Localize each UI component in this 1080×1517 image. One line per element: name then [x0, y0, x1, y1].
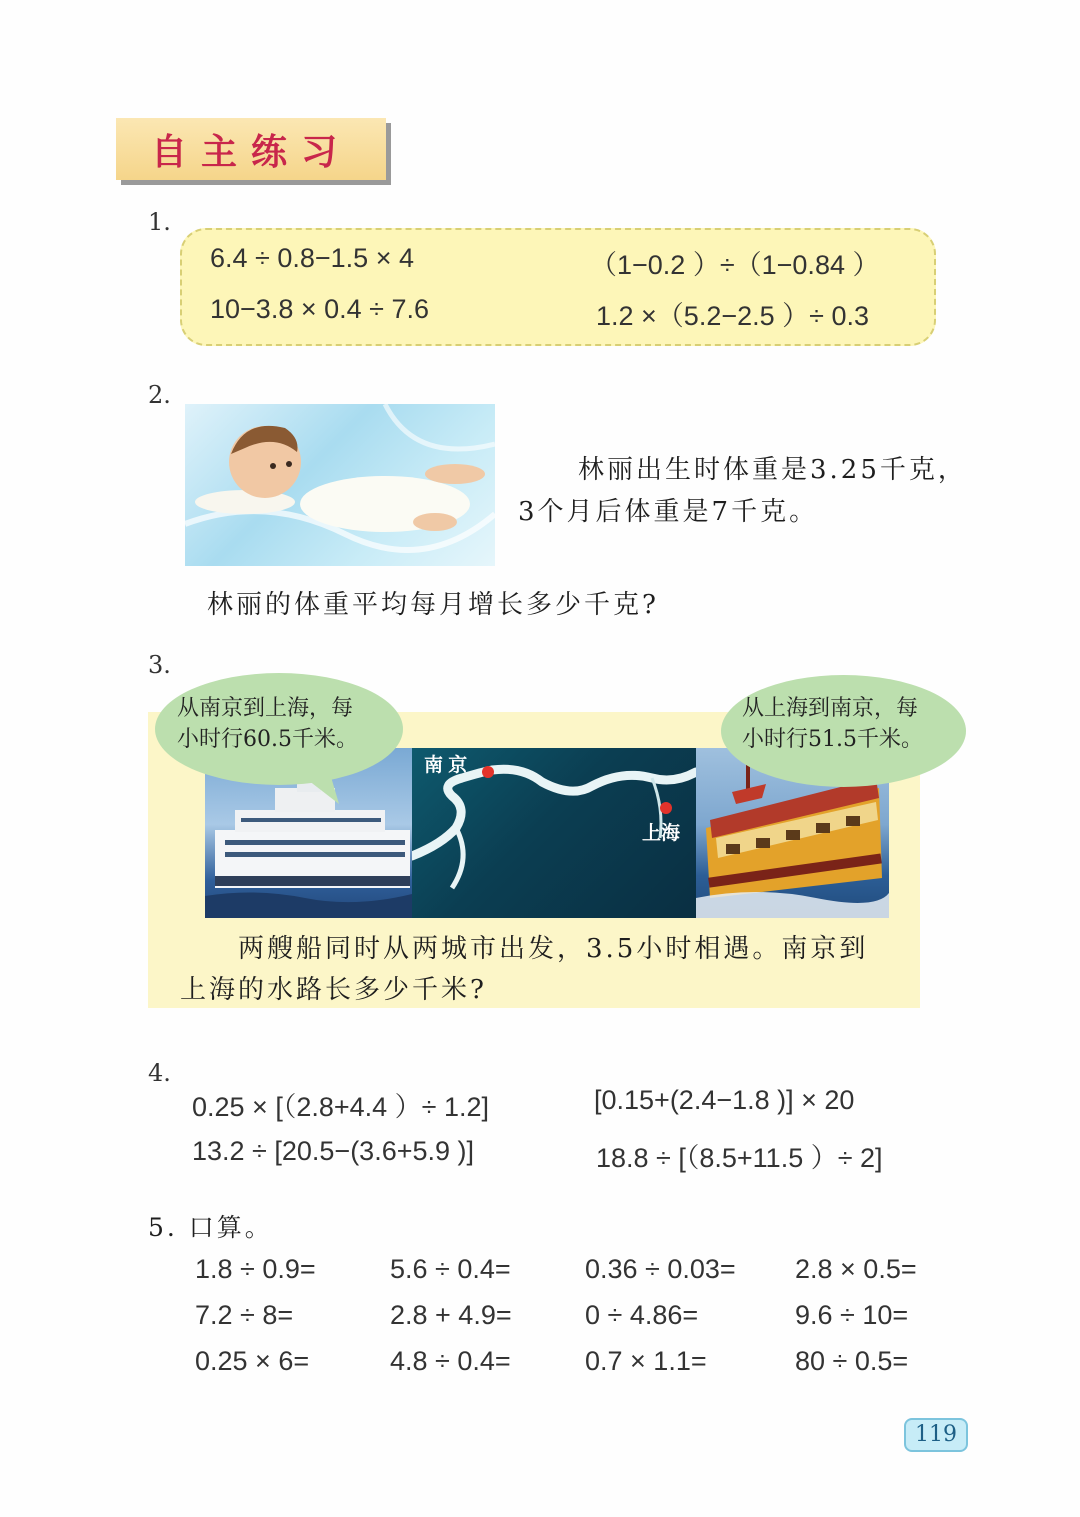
q1-expression-4: 1.2 ×（5.2−2.5 ）÷ 0.3 [596, 301, 869, 331]
q2-text-line-1: 林丽出生时体重是3.25千克， [578, 455, 967, 485]
map-label-nanjing: 南 京 [424, 755, 468, 776]
q2-question: 林丽的体重平均每月增长多少千克? [207, 590, 659, 620]
q5-r2-c2: 2.8 + 4.9= [390, 1300, 512, 1330]
q5-r3-c1: 0.25 × 6= [195, 1346, 310, 1376]
baby-photo [185, 404, 495, 566]
q4-expression-3: 13.2 ÷ [20.5−(3.6+5.9 )] [192, 1136, 475, 1166]
speech-bubble-right [721, 675, 966, 787]
q5-r2-c3: 0 ÷ 4.86= [585, 1300, 699, 1330]
q5-r3-c2: 4.8 ÷ 0.4= [390, 1346, 511, 1376]
q1-expression-2: （1−0.2 ）÷（1−0.84 ） [590, 250, 880, 280]
section-title-box [116, 118, 386, 180]
q2-text-line-2: 3个月后体重是7千克。 [518, 497, 819, 527]
section-title: 自主练习 [150, 131, 351, 173]
yangtze-river-map [412, 748, 696, 918]
q4-expression-1: 0.25 × [（2.8+4.4 ）÷ 1.2] [192, 1092, 490, 1122]
q5-r1-c3: 0.36 ÷ 0.03= [585, 1254, 736, 1284]
bubble-left-line-2: 小时行60.5千米。 [177, 727, 358, 752]
q4-expression-2: [0.15+(2.4−1.8 )] × 20 [594, 1085, 855, 1115]
baby-illustration [185, 404, 495, 566]
q5-r1-c2: 5.6 ÷ 0.4= [390, 1254, 511, 1284]
shanghai-marker [660, 802, 672, 814]
q1-expression-3: 10−3.8 × 0.4 ÷ 7.6 [210, 294, 429, 324]
q1-expression-1: 6.4 ÷ 0.8−1.5 × 4 [210, 243, 414, 273]
q5-r3-c3: 0.7 × 1.1= [585, 1346, 707, 1376]
question-2-number: 2. [148, 381, 171, 409]
question-3-number: 3. [148, 651, 171, 679]
q5-r2-c1: 7.2 ÷ 8= [195, 1300, 294, 1330]
q5-r1-c4: 2.8 × 0.5= [795, 1254, 917, 1284]
q5-r3-c4: 80 ÷ 0.5= [795, 1346, 909, 1376]
page-number: 119 [904, 1418, 968, 1452]
speech-bubble-left-tail [295, 770, 343, 810]
question-4-number: 4. [148, 1059, 171, 1087]
q3-text-line-2: 上海的水路长多少千米? [180, 975, 487, 1005]
question-5-label: 5. 口算。 [148, 1213, 273, 1242]
bubble-right-line-1: 从上海到南京，每 [742, 696, 919, 721]
question-1-number: 1. [148, 208, 171, 236]
q3-text-line-1: 两艘船同时从两城市出发，3.5小时相遇。南京到 [238, 934, 869, 964]
bubble-left-line-1: 从南京到上海，每 [177, 696, 354, 721]
q5-r1-c1: 1.8 ÷ 0.9= [195, 1254, 316, 1284]
speech-bubble-left [155, 673, 403, 785]
map-label-shanghai: 上海 [642, 823, 681, 844]
nanjing-marker [482, 766, 494, 778]
bubble-right-line-2: 小时行51.5千米。 [742, 727, 923, 752]
q5-r2-c4: 9.6 ÷ 10= [795, 1300, 909, 1330]
q4-expression-4: 18.8 ÷ [（8.5+11.5 ）÷ 2] [596, 1143, 883, 1173]
